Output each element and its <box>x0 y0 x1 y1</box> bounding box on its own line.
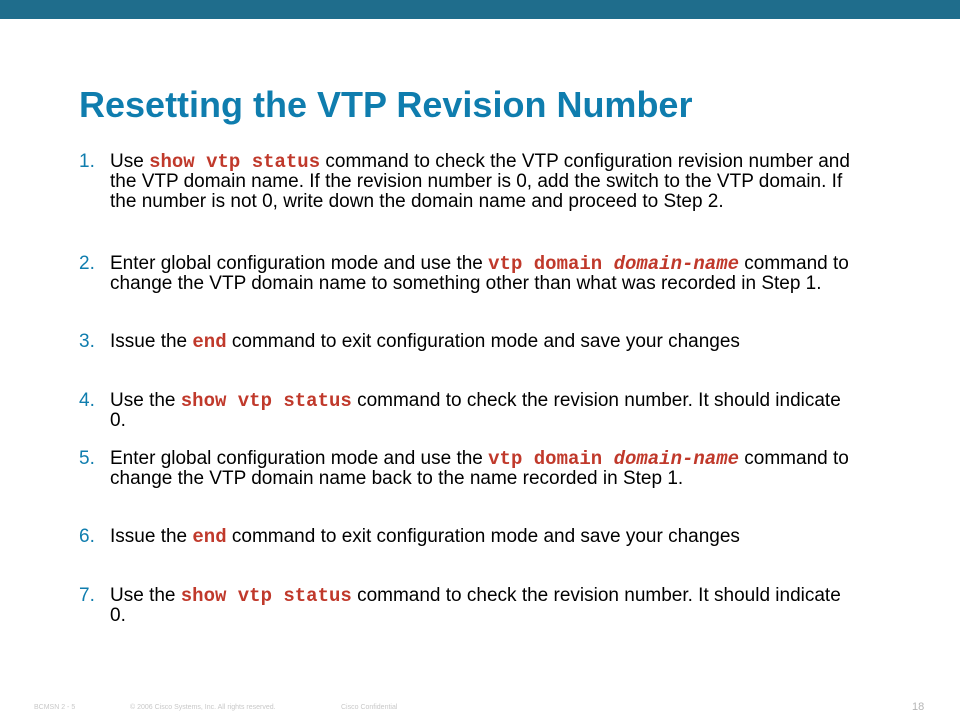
step-text-run: command to change the VTP domain name back to the name recorded in Step 1. <box>110 448 849 489</box>
step-item <box>79 254 869 294</box>
step-item <box>79 332 869 352</box>
step-text-run: Issue the <box>110 331 193 352</box>
step-item <box>79 391 869 431</box>
step-number: 2. <box>79 253 95 274</box>
step-text-run: Enter global configuration mode and use the <box>110 448 489 469</box>
step-number: 3. <box>79 331 95 352</box>
step-text <box>110 254 860 294</box>
step-number: 7. <box>79 585 95 606</box>
step-item <box>79 527 869 547</box>
step-number: 1. <box>79 151 95 172</box>
step-text-run: command to check the revision number. It should indicate 0. <box>110 585 841 626</box>
step-number: 4. <box>79 390 95 411</box>
step-text <box>110 332 860 352</box>
footer-course-code: BCMSN 2 - 5 <box>34 704 76 711</box>
step-item <box>79 449 869 489</box>
command-keyword: show vtp status <box>180 585 352 607</box>
command-keyword: show vtp status <box>149 151 321 173</box>
command-argument: domain-name <box>613 253 739 275</box>
command-keyword: end <box>192 526 227 548</box>
step-text-run: Use the <box>110 585 181 606</box>
step-text-run: command to check the revision number. It should indicate 0. <box>110 390 841 431</box>
step-text-run: Issue the <box>110 526 193 547</box>
step-number: 5. <box>79 448 95 469</box>
step-text-run: command to check the VTP configuration revision number and the VTP domain name. If the revision number is 0, add the switch to the VTP domain. If the number is not 0, write down the domain name and proceed to Step 2. <box>110 151 850 212</box>
command-keyword: show vtp status <box>180 390 352 412</box>
command-keyword: vtp domain <box>488 253 614 275</box>
slide-title: Resetting the VTP Revision Number <box>79 84 693 125</box>
step-item <box>79 586 869 626</box>
top-banner-bar <box>0 0 960 19</box>
step-text <box>110 449 860 489</box>
step-text-run: command to exit configuration mode and save your changes <box>226 526 740 547</box>
command-argument: domain-name <box>613 448 739 470</box>
step-text <box>110 586 860 626</box>
page-number: 18 <box>912 701 925 713</box>
step-text-run: Use the <box>110 390 181 411</box>
footer-copyright: © 2006 Cisco Systems, Inc. All rights reserved. <box>130 704 276 711</box>
step-text-run: command to change the VTP domain name to something other than what was recorded in Step 1. <box>110 253 849 294</box>
command-keyword: vtp domain <box>488 448 614 470</box>
step-text-run: Enter global configuration mode and use the <box>110 253 489 274</box>
step-text <box>110 152 860 212</box>
step-text <box>110 527 860 547</box>
step-text-run: Use <box>110 151 150 172</box>
step-item <box>79 152 869 212</box>
footer-confidential: Cisco Confidential <box>341 704 398 711</box>
step-text <box>110 391 860 431</box>
command-keyword: end <box>192 331 227 353</box>
step-text-run: command to exit configuration mode and save your changes <box>226 331 740 352</box>
step-number: 6. <box>79 526 95 547</box>
